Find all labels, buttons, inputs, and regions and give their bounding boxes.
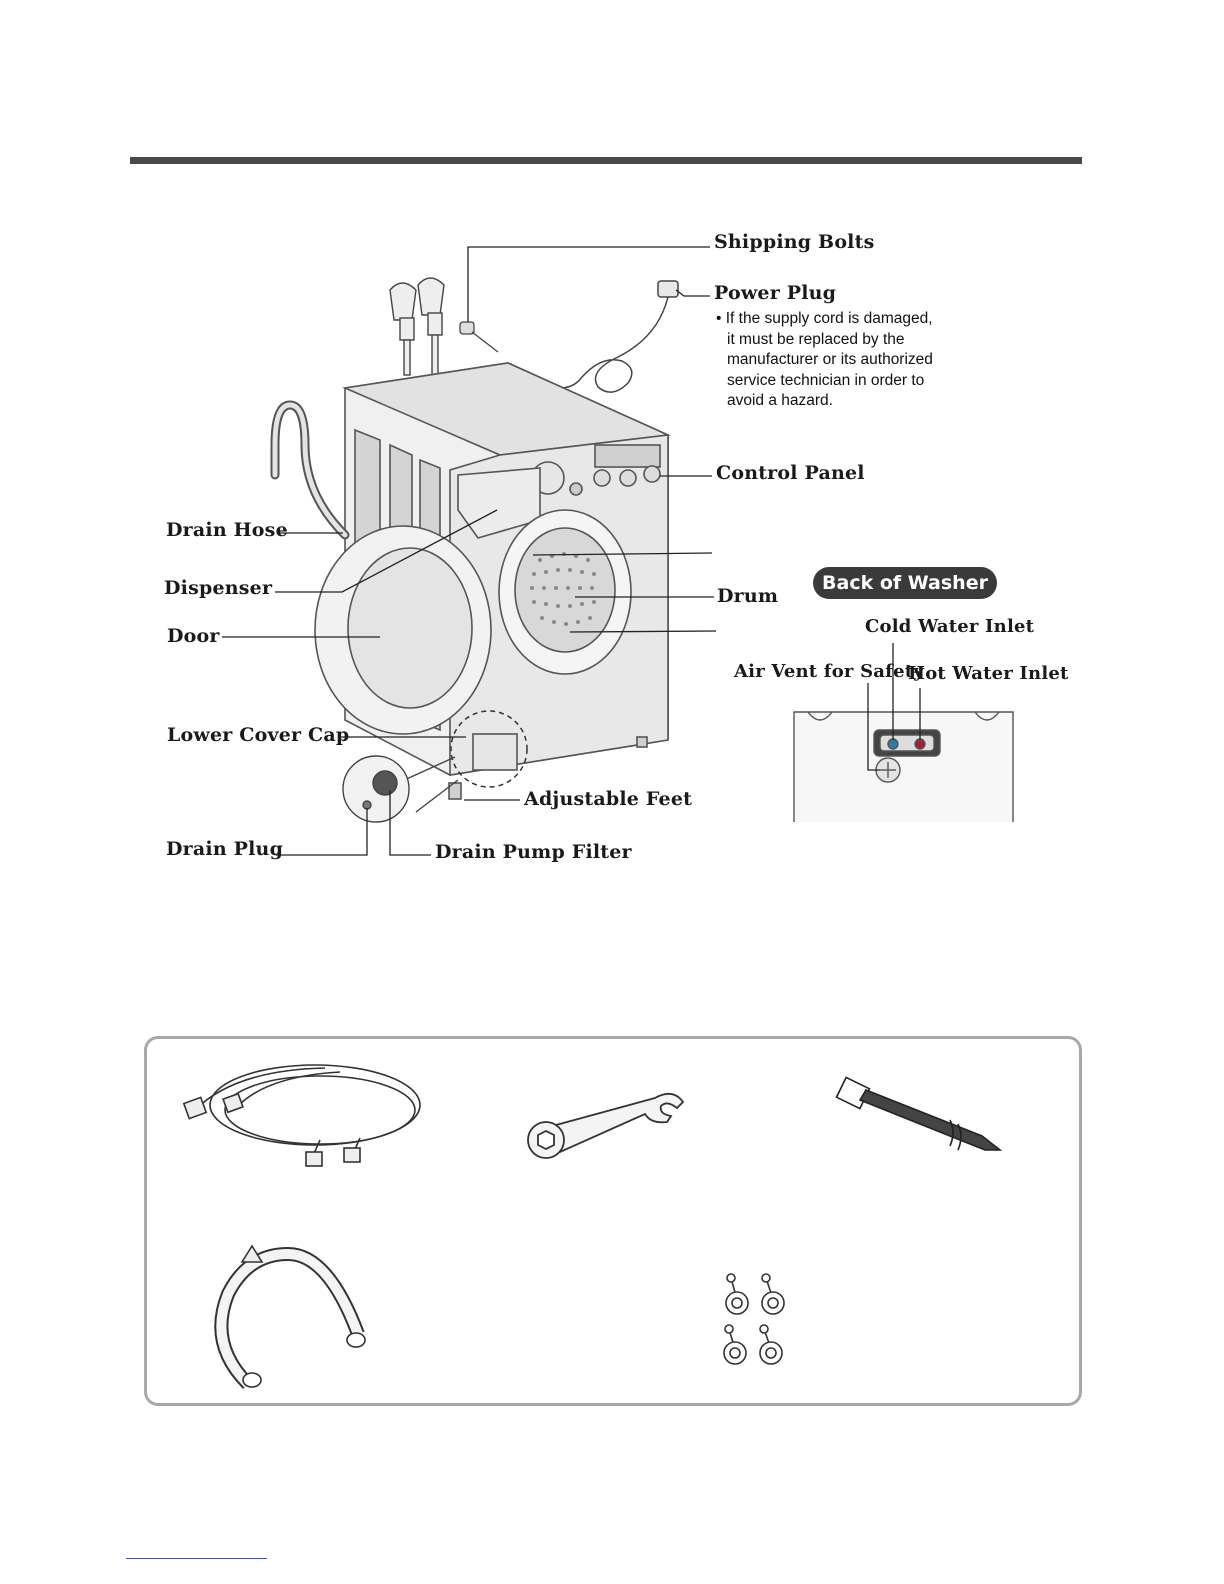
label-drain-hose: Drain Hose [166, 519, 288, 541]
label-adjustable-feet: Adjustable Feet [524, 788, 693, 810]
note-line: service technician in order to [727, 371, 925, 389]
label-drain-pump-filter: Drain Pump Filter [435, 841, 632, 863]
label-dispenser: Dispenser [164, 577, 273, 599]
cap-set-icon [724, 1274, 784, 1364]
note-line: manufacturer or its authorized [727, 351, 933, 368]
cable-tie-icon [836, 1077, 1000, 1150]
elbow-bracket-icon [221, 1246, 365, 1387]
label-power-plug: Power Plug [714, 282, 837, 304]
spanner-icon [528, 1094, 683, 1158]
label-drum: Drum [717, 585, 779, 607]
label-drain-plug: Drain Plug [166, 838, 284, 860]
note-line: avoid a hazard. [727, 392, 833, 409]
label-lower-cover-cap: Lower Cover Cap [167, 724, 350, 746]
label-shipping-bolts: Shipping Bolts [714, 231, 875, 253]
label-air-vent: Air Vent for Safety [734, 661, 924, 682]
label-control-panel: Control Panel [716, 462, 865, 484]
label-cold-water-inlet: Cold Water Inlet [865, 616, 1035, 637]
note-line: • If the supply cord is damaged, [716, 310, 933, 327]
footer-link-line [126, 1558, 267, 1559]
note-line: it must be replaced by the [727, 330, 905, 348]
back-of-washer-badge: Back of Washer [813, 567, 997, 599]
label-door: Door [167, 625, 220, 647]
inlet-hoses-icon [184, 1065, 420, 1166]
label-hot-water-inlet: Hot Water Inlet [908, 663, 1069, 684]
